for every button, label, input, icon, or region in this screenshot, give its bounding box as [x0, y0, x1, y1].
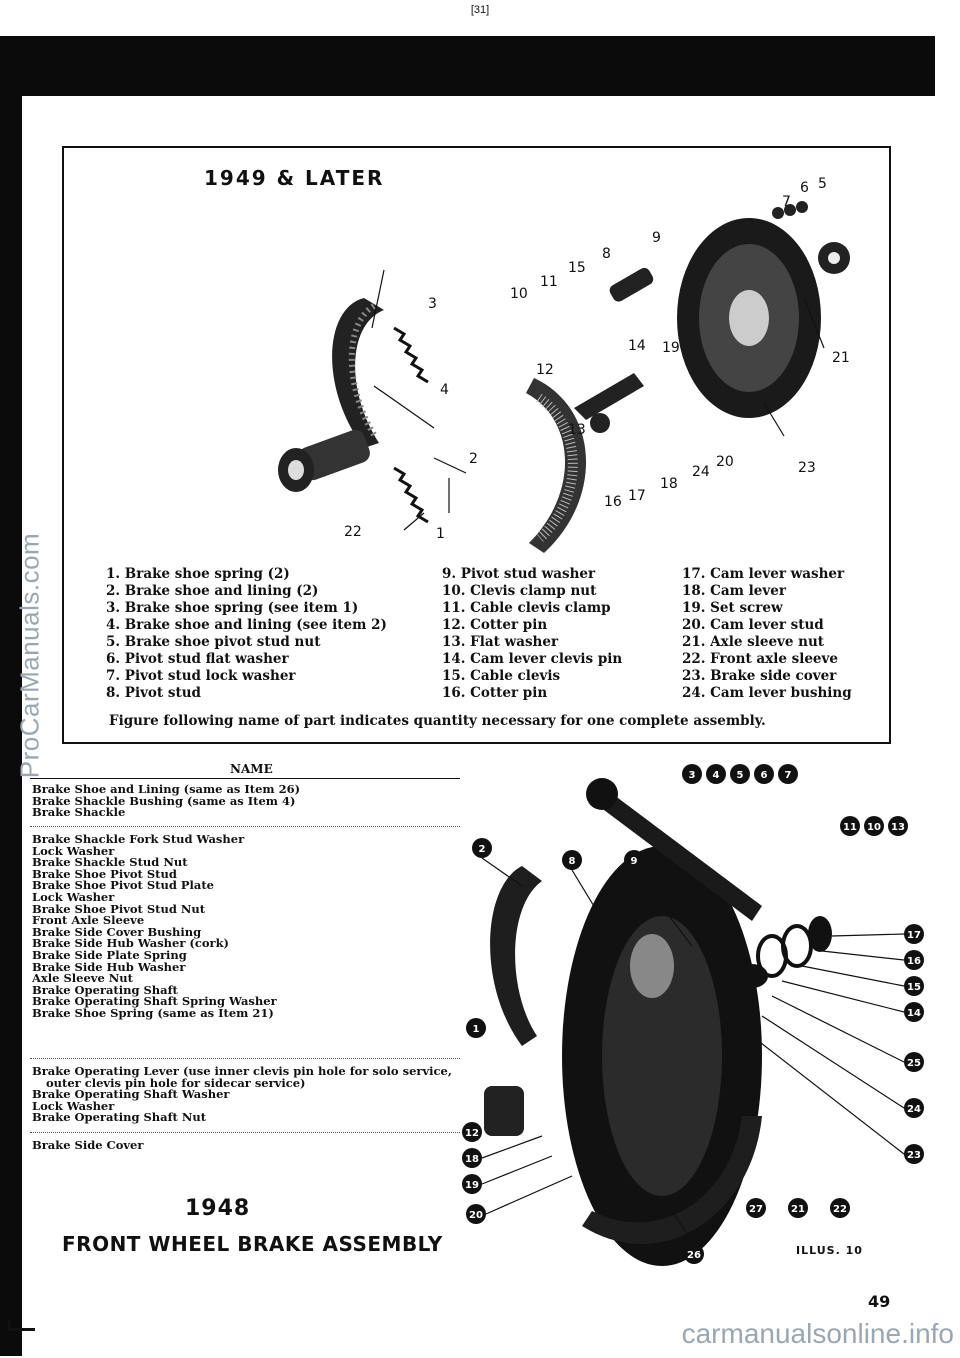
part-name: Brake Operating Lever (use inner clevis pin hole for solo service,	[32, 1064, 452, 1078]
part-5: 5. Brake shoe pivot stud nut	[106, 634, 321, 650]
bubble-15	[904, 976, 924, 996]
bubble-14	[904, 1002, 924, 1022]
brake-shoe	[490, 866, 542, 1046]
pivot-stud	[607, 266, 655, 304]
callout-21: 21	[832, 350, 850, 366]
name-column-header: NAME	[230, 762, 273, 776]
part-name: Brake Operating Shaft Nut	[32, 1110, 207, 1125]
callout-6: 6	[800, 180, 809, 196]
bubble-7	[778, 764, 798, 784]
svg-text:16: 16	[907, 956, 921, 967]
cam-lever	[574, 373, 644, 420]
svg-text:23: 23	[907, 1150, 921, 1161]
svg-text:5: 5	[736, 770, 744, 781]
bubble-12	[462, 1122, 482, 1142]
page-marker: [31]	[470, 4, 490, 16]
page-number: 49	[868, 1292, 891, 1311]
brake-shoe-lower	[526, 378, 586, 553]
bubble-20	[466, 1204, 486, 1224]
svg-text:15: 15	[907, 982, 921, 993]
part-18: 18. Cam lever	[682, 583, 786, 599]
parts-list-col-3	[682, 566, 852, 702]
part-6: 6. Pivot stud flat washer	[106, 651, 289, 667]
part-name: Brake Operating Shaft Washer	[32, 1087, 230, 1102]
callout-14: 14	[628, 338, 646, 354]
part-name: Brake Shackle Fork Stud Washer	[32, 832, 245, 846]
part-name: Brake Shoe Pivot Stud Nut	[32, 901, 206, 916]
parts-list-col-2	[442, 566, 622, 702]
part-name: Brake Shoe and Lining (same as Item 26)	[32, 782, 301, 796]
part-11: 11. Cable clevis clamp	[442, 600, 611, 616]
side-watermark: ProCarManuals.com	[14, 532, 45, 779]
part-name: Brake Side Hub Washer (cork)	[32, 936, 229, 951]
callout-9: 9	[652, 230, 661, 246]
bubble-17	[904, 924, 924, 944]
part-name: Axle Sleeve Nut	[32, 971, 133, 986]
bubble-22	[830, 1198, 850, 1218]
callout-12: 12	[536, 362, 554, 378]
part-name: Brake Side Cover	[32, 1138, 144, 1152]
svg-text:12: 12	[465, 1128, 479, 1139]
svg-text:18: 18	[465, 1154, 479, 1165]
callout-23: 23	[798, 460, 816, 476]
svg-text:14: 14	[907, 1008, 921, 1019]
part-13: 13. Flat washer	[442, 634, 559, 650]
bubble-16	[904, 950, 924, 970]
bubble-5	[730, 764, 750, 784]
footer-watermark: carmanualsonline.info	[681, 1318, 954, 1349]
svg-text:7: 7	[784, 770, 792, 781]
bubble-1	[466, 1018, 486, 1038]
svg-text:22: 22	[833, 1204, 847, 1215]
exploded-brake-diagram	[204, 158, 884, 568]
dotted-divider	[30, 826, 460, 827]
header-banner	[20, 36, 935, 96]
svg-text:4: 4	[712, 770, 720, 781]
svg-text:1: 1	[472, 1024, 480, 1035]
svg-text:2: 2	[478, 844, 486, 855]
callout-7: 7	[782, 194, 791, 210]
svg-text:17: 17	[907, 930, 921, 941]
assembly-title: FRONT WHEEL BRAKE ASSEMBLY	[62, 1232, 443, 1256]
callout-18: 18	[660, 476, 678, 492]
part-23: 23. Brake side cover	[682, 668, 837, 684]
part-name: Front Axle Sleeve	[32, 913, 145, 928]
svg-text:26: 26	[687, 1250, 701, 1261]
model-year: 1948	[185, 1196, 251, 1221]
bubble-21	[788, 1198, 808, 1218]
svg-text:3: 3	[688, 770, 696, 781]
callout-5: 5	[818, 176, 827, 192]
bubble-11	[840, 816, 860, 836]
svg-text:6: 6	[760, 770, 768, 781]
part-2: 2. Brake shoe and lining (2)	[106, 583, 319, 599]
quantity-note: Figure following name of part indicates quantity necessary for one complete assembly.	[109, 713, 766, 729]
bubble-2	[472, 838, 492, 858]
part-15: 15. Cable clevis	[442, 668, 561, 684]
callout-22: 22	[344, 524, 362, 540]
part-4: 4. Brake shoe and lining (see item 2)	[106, 617, 387, 633]
callout-11: 11	[540, 274, 558, 290]
svg-text:20: 20	[469, 1210, 483, 1221]
svg-text:13: 13	[891, 822, 905, 833]
exploded-view-panel	[62, 146, 891, 744]
part-name: outer clevis pin hole for sidecar service)	[46, 1075, 306, 1090]
brake-side-cover-23	[677, 218, 821, 418]
part-3: 3. Brake shoe spring (see item 1)	[106, 600, 359, 616]
callout-3: 3	[428, 296, 437, 312]
header-rule	[30, 778, 460, 779]
part-9: 9. Pivot stud washer	[442, 566, 596, 582]
part-name: Brake Shackle	[32, 805, 126, 820]
bubble-24	[904, 1098, 924, 1118]
part-name: Brake Shackle Bushing (same as Item 4)	[32, 793, 296, 808]
part-name: Lock Washer	[32, 889, 115, 904]
part-name: Brake Shoe Spring (same as Item 21)	[32, 1005, 274, 1020]
callout-1: 1	[436, 526, 445, 542]
part-name: Lock Washer	[32, 843, 115, 858]
bubble-26	[684, 1244, 704, 1264]
part-12: 12. Cotter pin	[442, 617, 548, 633]
callout-24: 24	[692, 464, 710, 480]
part-name: Brake Shackle Stud Nut	[32, 855, 188, 870]
spring-3	[394, 328, 428, 382]
bubble-18	[462, 1148, 482, 1168]
part-name: Brake Shoe Pivot Stud Plate	[32, 878, 214, 893]
part-name: Brake Side Plate Spring	[32, 947, 187, 962]
part-17: 17. Cam lever washer	[682, 566, 845, 582]
part-20: 20. Cam lever stud	[682, 617, 824, 633]
part-name: Brake Shoe Pivot Stud	[32, 866, 177, 881]
svg-text:10: 10	[867, 822, 881, 833]
part-1: 1. Brake shoe spring (2)	[106, 566, 290, 582]
callout-17: 17	[628, 488, 646, 504]
callout-2: 2	[469, 451, 478, 467]
callout-10: 10	[510, 286, 528, 302]
parts-group-1	[32, 784, 300, 819]
callout-13: 13	[568, 422, 586, 438]
svg-text:25: 25	[907, 1058, 921, 1069]
corner-mark	[8, 1320, 35, 1331]
svg-text:24: 24	[907, 1104, 921, 1115]
part-name: Brake Operating Shaft	[32, 982, 178, 997]
brake-shoe-upper	[332, 298, 384, 448]
part-24: 24. Cam lever bushing	[682, 685, 852, 701]
section-heading: 1949 & LATER	[204, 166, 385, 190]
parts-group-4	[32, 1140, 143, 1152]
part-21: 21. Axle sleeve nut	[682, 634, 825, 650]
illustration-label: ILLUS. 10	[796, 1244, 863, 1257]
bubble-23	[904, 1144, 924, 1164]
parts-list-col-1	[106, 566, 387, 702]
part-7: 7. Pivot stud lock washer	[106, 668, 296, 684]
callout-19: 19	[662, 340, 680, 356]
callout-15: 15	[568, 260, 586, 276]
bubble-19	[462, 1174, 482, 1194]
part-name: Brake Operating Shaft Spring Washer	[32, 994, 277, 1009]
part-name: Brake Side Cover Bushing	[32, 924, 202, 939]
pivot-stud	[484, 1086, 524, 1136]
part-19: 19. Set screw	[682, 600, 783, 616]
svg-text:27: 27	[749, 1204, 763, 1215]
bubble-25	[904, 1052, 924, 1072]
bubble-13	[888, 816, 908, 836]
callout-4: 4	[440, 382, 449, 398]
part-name: Brake Side Hub Washer	[32, 959, 186, 974]
callout-20: 20	[716, 454, 734, 470]
bubble-6	[754, 764, 774, 784]
part-8: 8. Pivot stud	[106, 685, 201, 701]
part-14: 14. Cam lever clevis pin	[442, 651, 623, 667]
part-16: 16. Cotter pin	[442, 685, 548, 701]
svg-text:9: 9	[630, 856, 638, 867]
bubble-8	[562, 850, 582, 870]
bubble-27	[746, 1198, 766, 1218]
bubble-4	[706, 764, 726, 784]
part-22: 22. Front axle sleeve	[682, 651, 838, 667]
bubble-3	[682, 764, 702, 784]
callout-8: 8	[602, 246, 611, 262]
svg-text:8: 8	[568, 856, 576, 867]
brake-assembly-diagram	[462, 756, 947, 1276]
parts-group-3	[32, 1066, 452, 1124]
bubble-9	[624, 850, 644, 870]
parts-group-2	[32, 834, 277, 1020]
callout-16: 16	[604, 494, 622, 510]
part-10: 10. Clevis clamp nut	[442, 583, 597, 599]
svg-text:21: 21	[791, 1204, 805, 1215]
part-name: Lock Washer	[32, 1098, 115, 1113]
svg-text:19: 19	[465, 1180, 479, 1191]
dotted-divider	[30, 1132, 460, 1133]
bubble-10	[864, 816, 884, 836]
svg-text:11: 11	[843, 822, 857, 833]
dotted-divider	[30, 1058, 460, 1059]
front-axle-sleeve-22	[278, 427, 373, 492]
